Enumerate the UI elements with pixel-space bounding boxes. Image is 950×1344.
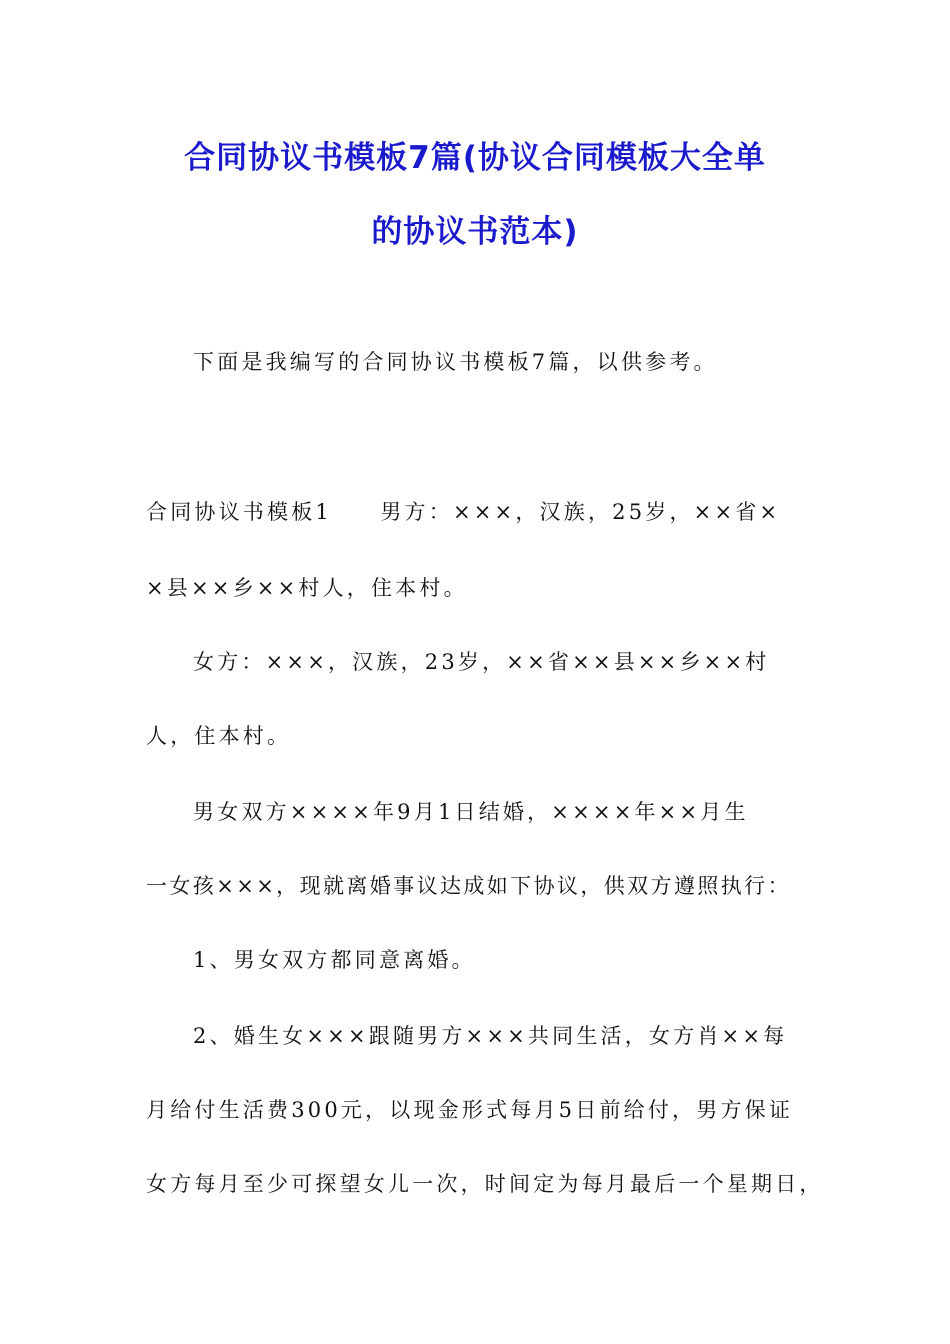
document-title-line-1: 合同协议书模板7篇(协议合同模板大全单: [184, 140, 766, 176]
body-line: 月给付生活费300元，以现金形式每月5日前给付，男方保证: [146, 1098, 794, 1122]
body-line: 一女孩×××，现就离婚事议达成如下协议，供双方遵照执行：: [146, 874, 791, 898]
document-title-line-2: 的协议书范本): [371, 214, 579, 250]
body-line: 女方每月至少可探望女儿一次，时间定为每月最后一个星期日，: [146, 1172, 824, 1196]
body-line: 女方：×××，汉族，23岁，××省××县××乡××村: [193, 650, 770, 674]
body-line: 2、婚生女×××跟随男方×××共同生活，女方肖××每: [193, 1024, 788, 1048]
body-line: 男女双方××××年9月1日结婚，××××年××月生: [193, 800, 749, 824]
body-line: 人，住本村。: [146, 724, 292, 748]
body-line: 合同协议书模板1 男方：×××，汉族，25岁，××省×: [146, 500, 781, 524]
body-line: 1、男女双方都同意离婚。: [193, 948, 476, 972]
intro-paragraph: 下面是我编写的合同协议书模板7篇，以供参考。: [193, 350, 718, 374]
body-line: ×县××乡××村人，住本村。: [146, 576, 468, 600]
